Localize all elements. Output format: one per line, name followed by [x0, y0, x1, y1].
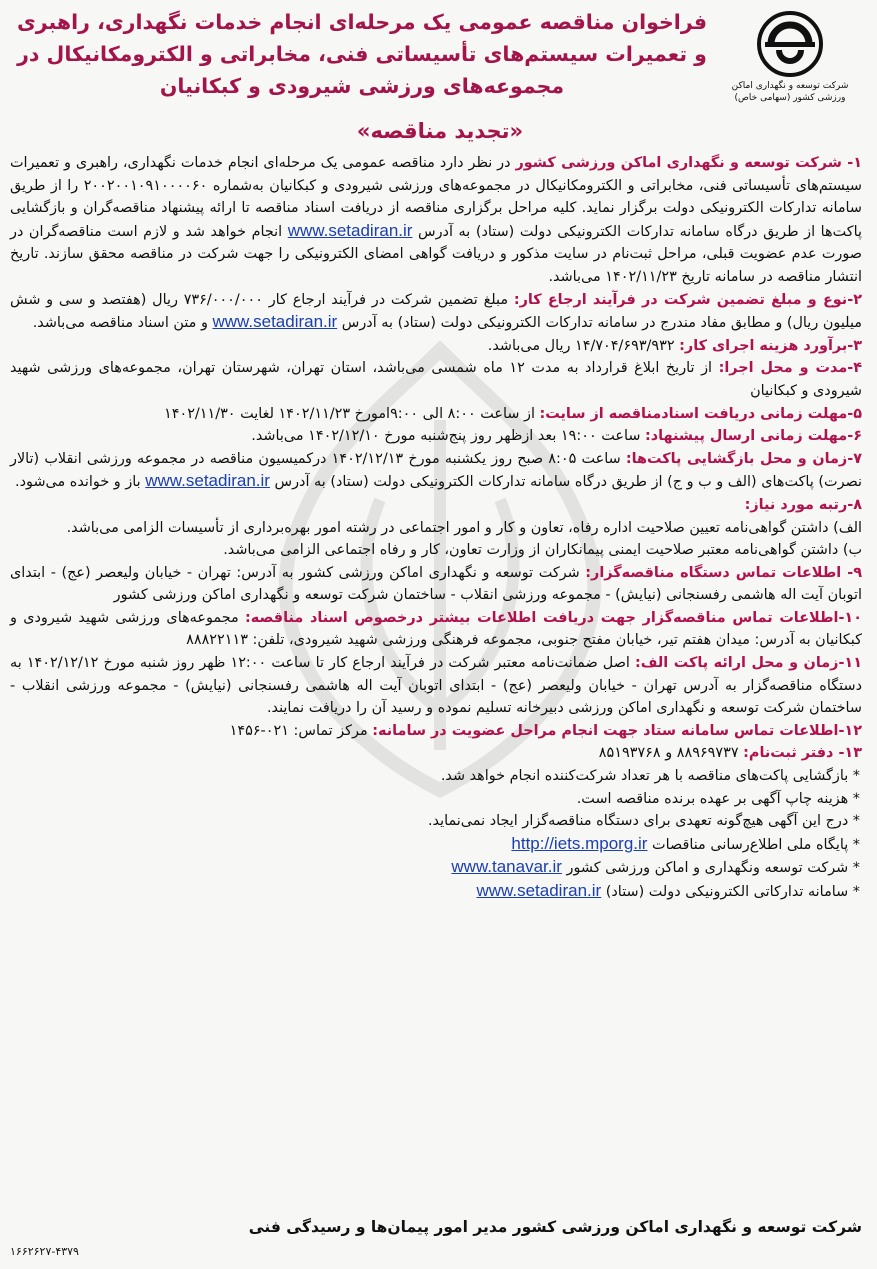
section-10-text: مجموعه‌های ورزشی شهید شیرودی و کبکانیان به آدرس: میدان هفتم تیر، خیابان مفتح جنوبی، مجموعه فرهنگی ورزشی شهید شیرودی، تلفن: ۸۸۸۲۲۱۱۳ — [10, 609, 862, 649]
section-13-text: ۸۸۹۶۹۷۳۷ و ۸۵۱۹۳۷۶۸ — [598, 745, 744, 762]
company-logo — [715, 10, 865, 104]
section-2-text2: و متن اسناد مناقصه می‌باشد. — [32, 315, 213, 332]
setad-link[interactable]: www.setadiran.ir — [145, 471, 270, 491]
section-12 — [10, 720, 862, 743]
section-7-heading: ۷-زمان و محل بازگشایی پاکت‌ها: — [625, 450, 862, 467]
section-5 — [10, 403, 862, 426]
company-logo-icon — [755, 10, 825, 78]
section-8-item-a: الف) داشتن گواهی‌نامه تعیین صلاحیت اداره رفاه، تعاون و کار و امور اجتماعی در رشته امور بهره‌برداری از تأسیسات الزامی می‌باشد. — [66, 519, 862, 536]
setad-link[interactable]: www.setadiran.ir — [476, 881, 602, 900]
section-12-text: مرکز تماس: ۰۲۱-۱۴۵۶ — [229, 722, 373, 739]
section-5-heading: ۵-مهلت زمانی دریافت اسنادمناقصه از سایت: — [539, 405, 862, 422]
section-3-heading: ۳-برآورد هزینه اجرای کار: — [679, 337, 862, 354]
link-item — [10, 856, 862, 880]
section-9 — [10, 562, 862, 607]
section-1 — [10, 152, 862, 289]
iets-link[interactable]: http://iets.mporg.ir — [511, 833, 648, 853]
section-1-text: در نظر دارد مناقصه عمومی یک مرحله‌ای انجام خدمات نگهداری، راهبری و تعمیرات سیستم‌های تأسیساتی فنی، مخابراتی و الکترومکانیکال در مجموعه‌های ورزشی شیرودی و کبکانیان به‌شماره ۲۰۰۲۰۰۱۰۹۱۰۰۰۰۶۰ را از طریق سامانه تدارکات الکترونیکی دولت برگزار نماید. کلیه مراحل برگزاری مناقصه از دریافت اسناد مناقصه تا ارائه پیشنهاد مناقصه‌گران و بازگشایی پاکت‌ها از طریق درگاه سامانه تدارکات الکترونیکی دولت (ستاد) به آدرس — [10, 155, 862, 240]
signature-line: شرکت توسعه و نگهداری اماکن ورزشی کشور مدیر امور پیمان‌ها و رسیدگی فنی — [248, 1218, 862, 1236]
section-2-text: مبلغ تضمین شرکت در فرآیند ارجاع کار ۷۳۶/۰۰۰/۰۰۰ ریال (هفتصد و سی و شش میلیون ریال) و مطابق مفاد مندرج در سامانه تدارکات الکترونیکی دولت (ستاد) به آدرس — [10, 291, 862, 332]
section-3 — [10, 335, 862, 358]
section-7-text2: باز و خوانده می‌شود. — [15, 474, 146, 491]
section-5-text: از ساعت ۸:۰۰ الی ۹:۰۰امورخ ۱۴۰۲/۱۱/۲۳ لغایت ۱۴۰۲/۱۱/۳۰ — [164, 405, 540, 422]
section-4-heading: ۴-مدت و محل اجرا: — [718, 360, 863, 377]
section-2-heading: ۲-نوع و مبلغ تضمین شرکت در فرآیند ارجاع کار: — [513, 291, 862, 308]
section-13-heading: ۱۳- دفتر ثبت‌نام: — [743, 745, 862, 762]
notice-code: ۱۶۶۲۶۲۷-۴۳۷۹ — [10, 1245, 79, 1258]
section-10 — [10, 607, 862, 652]
section-1-heading: ۱- شرکت توسعه و نگهداری اماکن ورزشی کشور — [515, 155, 862, 171]
note-item: * درج این آگهی هیچ‌گونه تعهدی برای دستگاه مناقصه‌گزار ایجاد نمی‌نماید. — [427, 813, 860, 830]
section-8-heading: ۸-رتبه مورد نیاز: — [744, 496, 862, 513]
section-4 — [10, 357, 862, 402]
section-8-item-b: ب) داشتن گواهی‌نامه معتبر صلاحیت ایمنی پیمانکاران از وزارت تعاون، کار و رفاه اجتماعی الزامی می‌باشد. — [223, 542, 862, 559]
section-6-text: ساعت ۱۹:۰۰ بعد ازظهر روز پنج‌شنبه مورخ ۱۴۰۲/۱۲/۱۰ می‌باشد. — [251, 428, 646, 445]
header — [0, 4, 877, 116]
note-item: * هزینه چاپ آگهی بر عهده برنده مناقصه است. — [576, 790, 860, 807]
notice-body — [10, 152, 862, 904]
link-item — [10, 880, 862, 904]
company-caption — [715, 80, 865, 104]
section-7-text: ساعت ۸:۰۵ صبح روز یکشنبه مورخ ۱۴۰۲/۱۲/۱۳ درکمیسیون مناقصه در مجموعه ورزشی انقلاب (تالار نصرت) پاکت‌های (الف و ب و ج) از طریق درگاه سامانه تدارکات الکترونیکی دولت (ستاد) به آدرس — [10, 450, 862, 491]
section-11-heading: ۱۱-زمان و محل ارائه پاکت الف: — [635, 655, 862, 672]
retender-banner: «تجدید مناقصه» — [356, 119, 524, 143]
section-3-text: ۱۴/۷۰۴/۶۹۳/۹۳۲ ریال می‌باشد. — [487, 337, 680, 354]
link-item — [10, 833, 862, 857]
company-caption-line2: ورزشی کشور (سهامی خاص) — [734, 93, 846, 103]
section-8 — [10, 494, 862, 517]
page-title: فراخوان مناقصه عمومی یک مرحله‌ای انجام خدمات نگهداری، راهبری و تعمیرات سیستم‌های تأسیساتی فنی، مخابراتی و الکترومکانیکال در مجموعه‌های ورزشی شیرودی و کبکانیان — [17, 10, 707, 98]
link-label: * شرکت توسعه ونگهداری و اماکن ورزشی کشور — [566, 860, 860, 877]
link-label: * سامانه تدارکاتی الکترونیکی دولت (ستاد) — [605, 884, 860, 900]
section-6-heading: ۶-مهلت زمانی ارسال پیشنهاد: — [645, 428, 862, 445]
company-caption-line1: شرکت توسعه و نگهداری اماکن — [731, 81, 849, 91]
section-12-heading: ۱۲-اطلاعات تماس سامانه ستاد جهت انجام مراحل عضویت در سامانه: — [372, 722, 862, 739]
section-4-text: از تاریخ ابلاغ قرارداد به مدت ۱۲ ماه شمسی می‌باشد، استان تهران، شهرستان تهران، مجموعه‌های ورزشی شهید شیرودی و کبکانیان — [10, 360, 862, 399]
setad-link[interactable]: www.setadiran.ir — [212, 312, 338, 332]
section-1-text2: انجام خواهد شد و لازم است مناقصه‌گران در صورت عدم عضویت قبلی، مراحل ثبت‌نام در سایت مذکور و دریافت گواهی امضای الکترونیکی را جهت شرکت در مناقصه محقق سازند. تاریخ انتشار مناقصه در سامانه تاریخ ۱۴۰۲/۱۱/۲۳ می‌باشد. — [10, 223, 862, 285]
section-13 — [10, 742, 862, 765]
section-2 — [10, 289, 862, 335]
section-6 — [10, 425, 862, 448]
section-11 — [10, 652, 862, 720]
tanavar-link[interactable]: www.tanavar.ir — [451, 857, 562, 877]
section-7 — [10, 448, 862, 494]
note-item: * بازگشایی پاکت‌های مناقصه با هر تعداد شرکت‌کننده انجام خواهد شد. — [440, 768, 860, 785]
link-label: * پایگاه ملی اطلاع‌رسانی مناقصات — [652, 836, 860, 853]
section-10-heading: ۱۰-اطلاعات تماس مناقصه‌گزار جهت دریافت اطلاعات بیشتر درخصوص اسناد مناقصه: — [245, 609, 862, 626]
section-9-heading: ۹- اطلاعات تماس دستگاه مناقصه‌گزار: — [585, 564, 862, 581]
section-11-text: اصل ضمانت‌نامه معتبر شرکت در فرآیند ارجاع کار تا ساعت ۱۲:۰۰ ظهر روز شنبه مورخ ۱۴۰۲/۱۲/۱۲ به دستگاه مناقصه‌گزار به آدرس تهران - خیابان ولیعصر (عج) - ابتدای اتوبان آیت اله هاشمی رفسنجانی (نیایش) - مجموعه ورزشی انقلاب - ساختمان شرکت توسعه و نگهداری اماکن ورزشی دبیرخانه تسلیم نموده و رسید آن را دریافت نمایند. — [10, 655, 862, 717]
section-9-text: شرکت توسعه و نگهداری اماکن ورزشی کشور به آدرس: تهران - خیابان ولیعصر (عج) - ابتدای اتوبان آیت اله هاشمی رفسنجانی (نیایش) - مجموعه ورزشی انقلاب - ساختمان شرکت توسعه و نگهداری اماکن ورزشی کشور — [10, 564, 862, 604]
setad-link[interactable]: www.setadiran.ir — [287, 220, 413, 240]
